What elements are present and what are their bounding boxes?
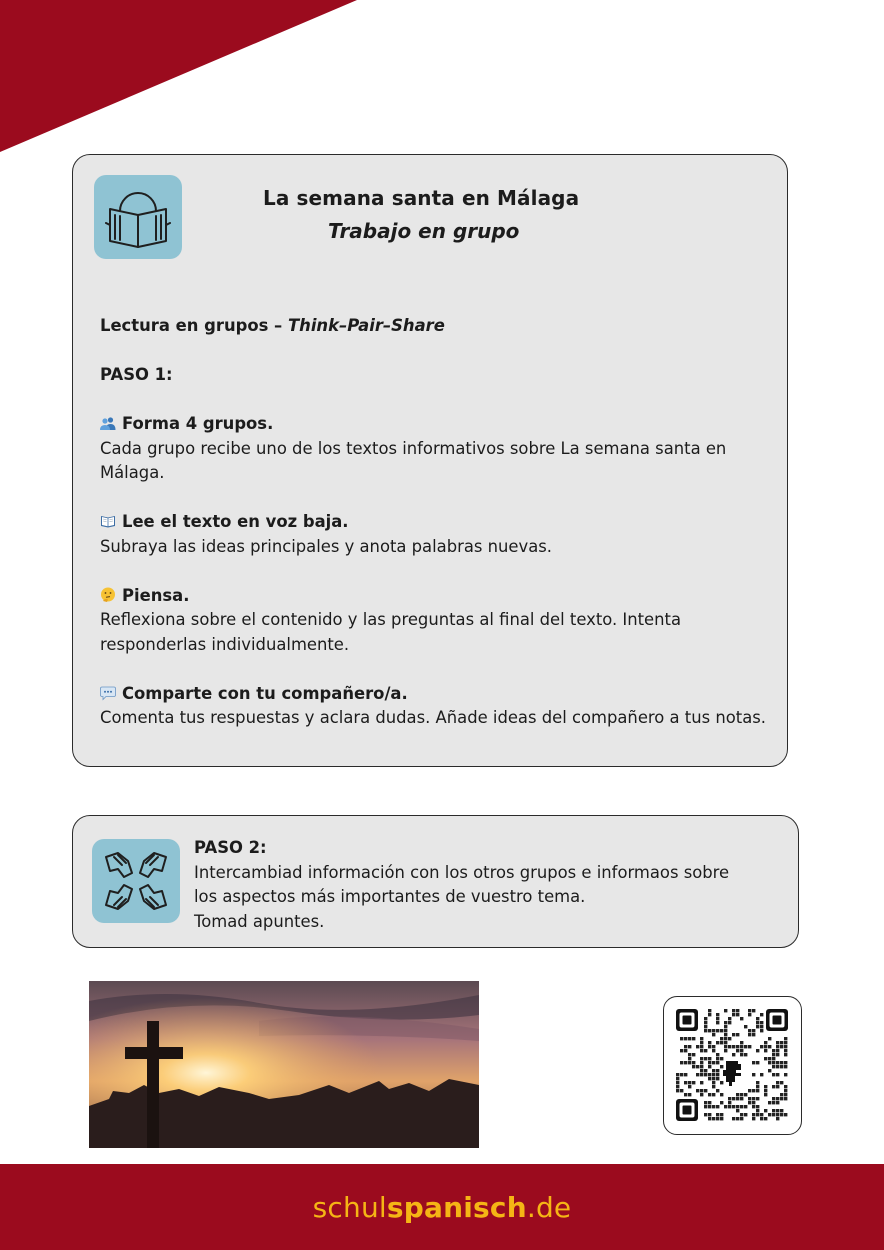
section-heading: Lectura en grupos – Think–Pair–Share	[100, 316, 445, 335]
item-text: Cada grupo recibe uno de los textos informativos sobre La semana santa en Málaga.	[100, 438, 727, 482]
open-book-emoji-icon	[100, 513, 116, 529]
step2-line: los aspectos más importantes de vuestro tema.	[194, 887, 586, 906]
step2-line: Tomad apuntes.	[194, 911, 325, 931]
worksheet-subtitle: Trabajo en grupo	[328, 219, 520, 243]
cross-sunset-photo	[89, 981, 479, 1148]
item-title: Lee el texto en voz baja.	[100, 510, 780, 535]
worksheet-title: La semana santa en Málaga	[263, 186, 580, 210]
teamwork-hands-icon	[92, 839, 180, 923]
reading-person-icon	[94, 175, 182, 259]
item-text: Reflexiona sobre el contenido y las preguntas al final del texto. Intenta responderlas individualmente.	[100, 610, 682, 654]
qr-code-pattern	[664, 997, 800, 1133]
item-title: Comparte con tu compañero/a.	[100, 682, 780, 707]
brand-logo: schulspanisch.de	[312, 1191, 572, 1224]
item-title: Piensa.	[100, 584, 780, 609]
step2-line: Intercambiad información con los otros grupos e informaos sobre	[194, 862, 730, 882]
corner-decoration	[0, 0, 884, 160]
speech-bubble-emoji-icon	[100, 685, 116, 701]
step1-content	[100, 314, 780, 731]
step2-label: PASO 2:	[194, 838, 267, 857]
step2-content	[194, 836, 784, 934]
people-emoji-icon	[100, 415, 116, 431]
thinking-face-emoji-icon	[100, 587, 116, 603]
item-text: Subraya las ideas principales y anota palabras nuevas.	[100, 536, 552, 556]
qr-code-icon	[663, 996, 802, 1135]
footer-bar	[0, 1164, 884, 1250]
item-text: Comenta tus respuestas y aclara dudas. Añade ideas del compañero a tus notas.	[100, 708, 766, 727]
task-card-step2	[72, 815, 799, 948]
item-title: Forma 4 grupos.	[100, 412, 780, 437]
task-card-step1	[72, 154, 788, 767]
step1-label: PASO 1:	[100, 365, 173, 384]
